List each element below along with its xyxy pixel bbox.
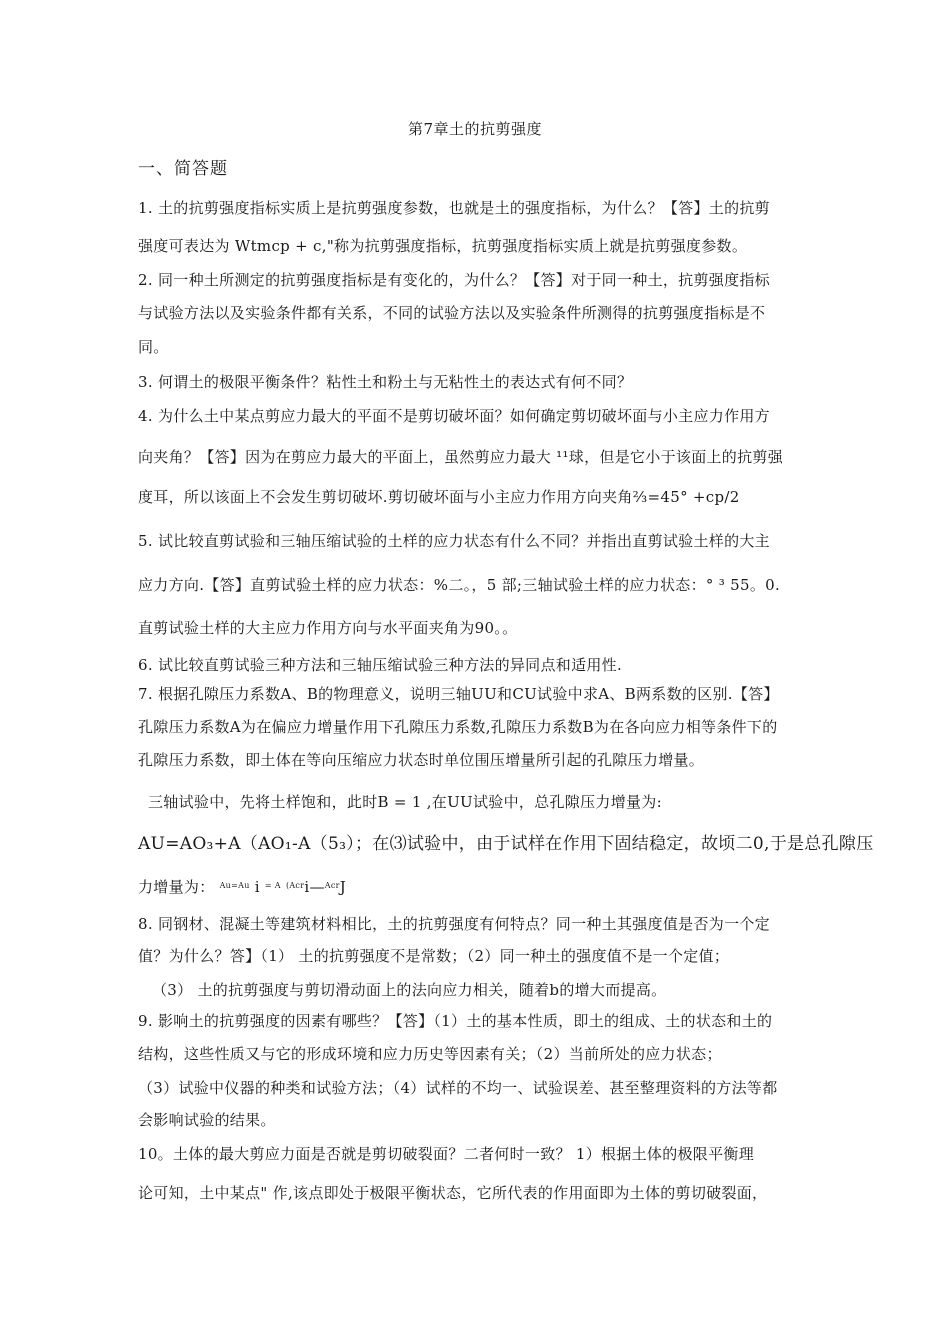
formula-line — [138, 876, 818, 897]
chapter-title: 第7章土的抗剪强度 — [407, 120, 543, 138]
formula-fragment: J — [339, 878, 347, 896]
text-line: 向夹角？【答】因为在剪应力最大的平面上，虽然剪应力最大 ¹¹球，但是它小于该面上的抗剪强 — [138, 448, 783, 466]
text-line: 2. 同一种土所测定的抗剪强度指标是有变化的，为什么？【答】对于同一种土，抗剪强度指标 — [138, 271, 770, 289]
formula-fragment: i — [254, 878, 260, 896]
text-line: 强度可表达为 Wtmcp + c,"称为抗剪强度指标，抗剪强度指标实质上就是抗剪强度参数。 — [138, 237, 748, 255]
text-line: 8. 同钢材、混凝土等建筑材料相比，土的抗剪强度有何特点？同一种土其强度值是否为一个定 — [138, 915, 770, 933]
text-line: 度耳，所以该面上不会发生剪切破坏.剪切破坏面与小主应力作用方向夹角⅔=45° +cp/2 — [138, 488, 740, 506]
section-heading: 一、简答题 — [138, 159, 228, 179]
text-line: （3）试验中仪器的种类和试验方法；（4）试样的不均一、试验误差、甚至整理资料的方法等都 — [138, 1079, 778, 1097]
text-line: AU=AO₃+A（AO₁-A（5₃）；在⑶试验中，由于试样在作用下固结稳定，故顷二0,于是总孔隙压 — [138, 834, 874, 854]
text-fragment: 力增量为： — [138, 878, 215, 896]
text-line: 孔隙压力系数，即土体在等向压缩应力状态时单位围压增量所引起的孔隙压力增量。 — [138, 751, 705, 769]
text-line: 3. 何谓土的极限平衡条件？粘性土和粉土与无粘性土的表达式有何不同？ — [138, 373, 633, 391]
text-line: 会影响试验的结果。 — [138, 1111, 276, 1129]
text-line: 值？为什么？答】（1） 土的抗剪强度不是常数；（2）同一种土的强度值不是一个定值； — [138, 947, 730, 965]
text-line: 6. 试比较直剪试验三种方法和三轴压缩试验三种方法的异同点和适用性. — [138, 656, 623, 674]
formula-fragment: Acr — [324, 881, 340, 890]
text-line: （3） 土的抗剪强度与剪切滑动面上的法向应力相关，随着b的增大而提高。 — [152, 981, 667, 999]
text-line: 结构，这些性质又与它的形成环境和应力历史等因素有关；（2）当前所处的应力状态； — [138, 1045, 722, 1063]
text-line: 三轴试验中，先将土样饱和，此时B = 1 ,在UU试验中，总孔隙压力增量为: — [148, 793, 662, 811]
formula-fragment: Au=Au — [219, 881, 250, 890]
text-line: 7. 根据孔隙压力系数A、B的物理意义，说明三轴UU和CU试验中求A、B两系数的区别.【答】 — [138, 685, 779, 703]
text-line: 直剪试验土样的大主应力作用方向与水平面夹角为90。。 — [138, 619, 518, 637]
text-line: 4. 为什么土中某点剪应力最大的平面不是剪切破坏面？如何确定剪切破坏面与小主应力作用方 — [138, 407, 770, 425]
text-line: 论可知，土中某点" 作,该点即处于极限平衡状态，它所代表的作用面即为土体的剪切破裂面， — [138, 1184, 768, 1202]
formula-fragment: i— — [304, 878, 325, 896]
text-line: 10。土体的最大剪应力面是否就是剪切破裂面？二者何时一致？ 1）根据土体的极限平衡理 — [138, 1145, 755, 1163]
text-line: 与试验方法以及实验条件都有关系，不同的试验方法以及实验条件所测得的抗剪强度指标是不 — [138, 304, 766, 322]
text-line: 孔隙压力系数A为在偏应力增量作用下孔隙压力系数,孔隙压力系数B为在各向应力相等条件下的 — [138, 718, 778, 736]
text-line: 5. 试比较直剪试验和三轴压缩试验的土样的应力状态有什么不同？并指出直剪试验土样的大主 — [138, 532, 770, 550]
formula-fragment: = A — [264, 881, 281, 890]
text-line: 1. 土的抗剪强度指标实质上是抗剪强度参数，也就是土的强度指标，为什么？【答】土的抗剪 — [138, 199, 770, 217]
text-line: 9. 影响土的抗剪强度的因素有哪些？【答】（1）土的基本性质，即土的组成、土的状态和土的 — [138, 1012, 773, 1030]
text-line: 同。 — [138, 338, 169, 356]
formula-fragment: (Acr — [285, 881, 305, 890]
text-line: 应力方向.【答】直剪试验土样的应力状态：%二。，5 部;三轴试验土样的应力状态：° ³ 55。0. — [138, 576, 781, 594]
